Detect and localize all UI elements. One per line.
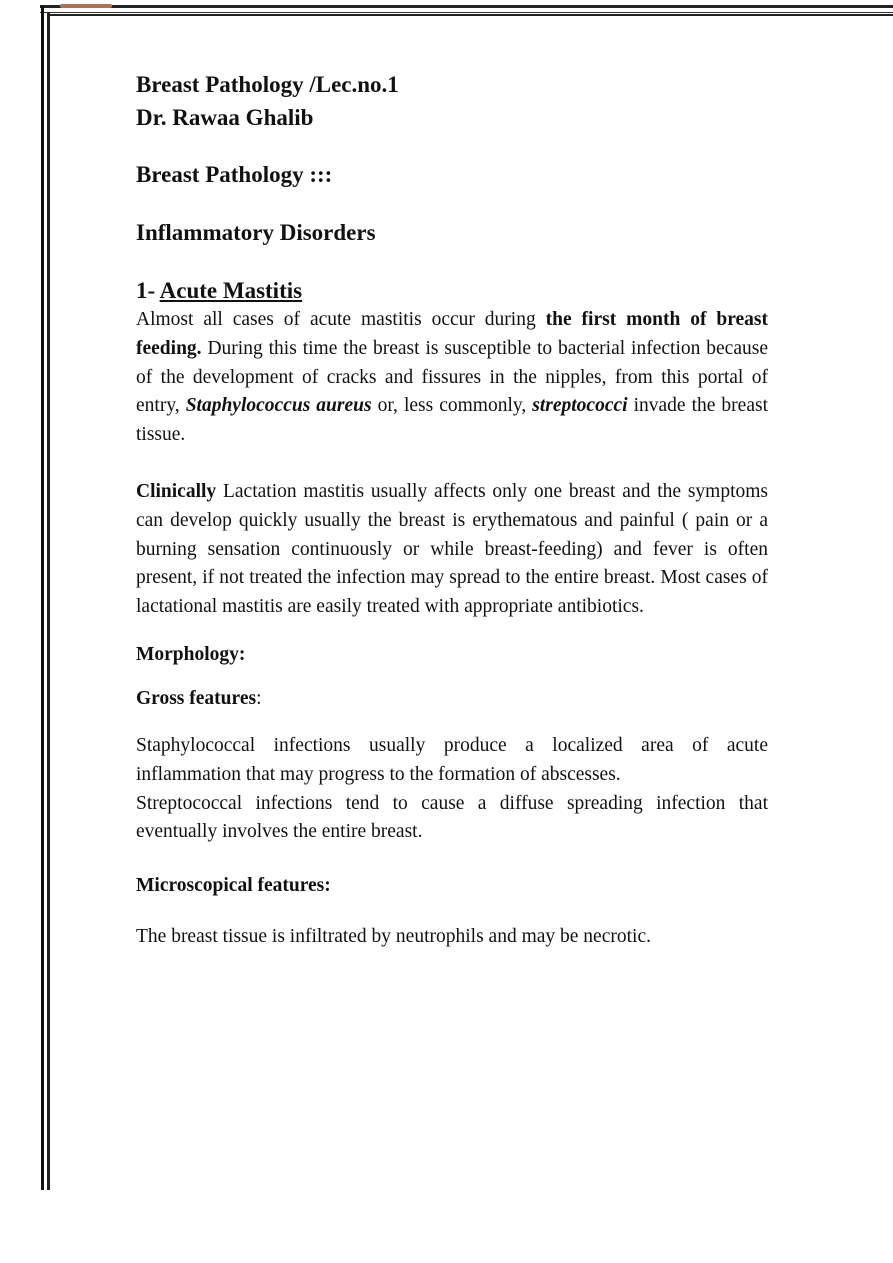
text-span: invade the breast tissue.	[136, 395, 768, 446]
subsection-heading	[136, 278, 768, 304]
paragraph-acute-mastitis	[136, 306, 768, 450]
gross-colon: :	[256, 687, 262, 709]
lecture-title: Breast Pathology /Lec.no.1	[136, 72, 399, 97]
page-border-top-inner	[50, 14, 893, 16]
gross-label: Gross features	[136, 687, 257, 709]
subsection-title: Acute Mastitis	[159, 278, 303, 303]
microscopical-paragraph: The breast tissue is infiltrated by neutrophils and may be necrotic.	[136, 926, 651, 948]
gross-features-heading	[136, 688, 768, 710]
bold-span: the first month of breast feeding.	[136, 309, 768, 359]
page-corner-mark	[60, 4, 112, 8]
text-span: Lactation mastitis usually affects only one breast and the symptoms can develop quickly usually the breast is erythematous and painful ( pain or a burning sensation continuously or while breast-feeding) and fever is often present, if not treated the infection may spread to the entire breast. Most cases of lactational mastitis are easily treated with appropriate antibiotics.	[136, 480, 768, 618]
page-border-left-inner	[47, 12, 50, 1190]
page-border-left	[41, 6, 44, 1190]
microscopical-heading: Microscopical features:	[136, 875, 331, 897]
paragraph-clinically	[136, 478, 768, 622]
subsection-number: 1-	[136, 278, 160, 303]
text-span: During this time the breast is susceptible to bacterial infection because of the development of cracks and fissures in the nipples, from this portal of entry,	[136, 337, 768, 417]
section-heading: Inflammatory Disorders	[136, 220, 376, 245]
gross-paragraph-1: Staphylococcal infections usually produce a localized area of acute inflammation that may progress to the formation of abscesses.	[136, 734, 768, 785]
organism-name: Staphylococcus aureus	[185, 395, 372, 417]
gross-paragraph-2: Streptococcal infections tend to cause a diffuse spreading infection that eventually involves the entire breast.	[136, 792, 768, 843]
text-span: Almost all cases of acute mastitis occur during	[136, 309, 546, 330]
document-body	[136, 68, 768, 952]
text-span: or, less commonly,	[371, 395, 533, 417]
organism-name: streptococci	[532, 395, 628, 417]
topic-heading: Breast Pathology :::	[136, 162, 333, 187]
morphology-heading: Morphology:	[136, 643, 246, 665]
author-name: Dr. Rawaa Ghalib	[136, 105, 314, 130]
bold-span: Clinically	[136, 480, 217, 502]
page-border-top	[40, 5, 893, 13]
